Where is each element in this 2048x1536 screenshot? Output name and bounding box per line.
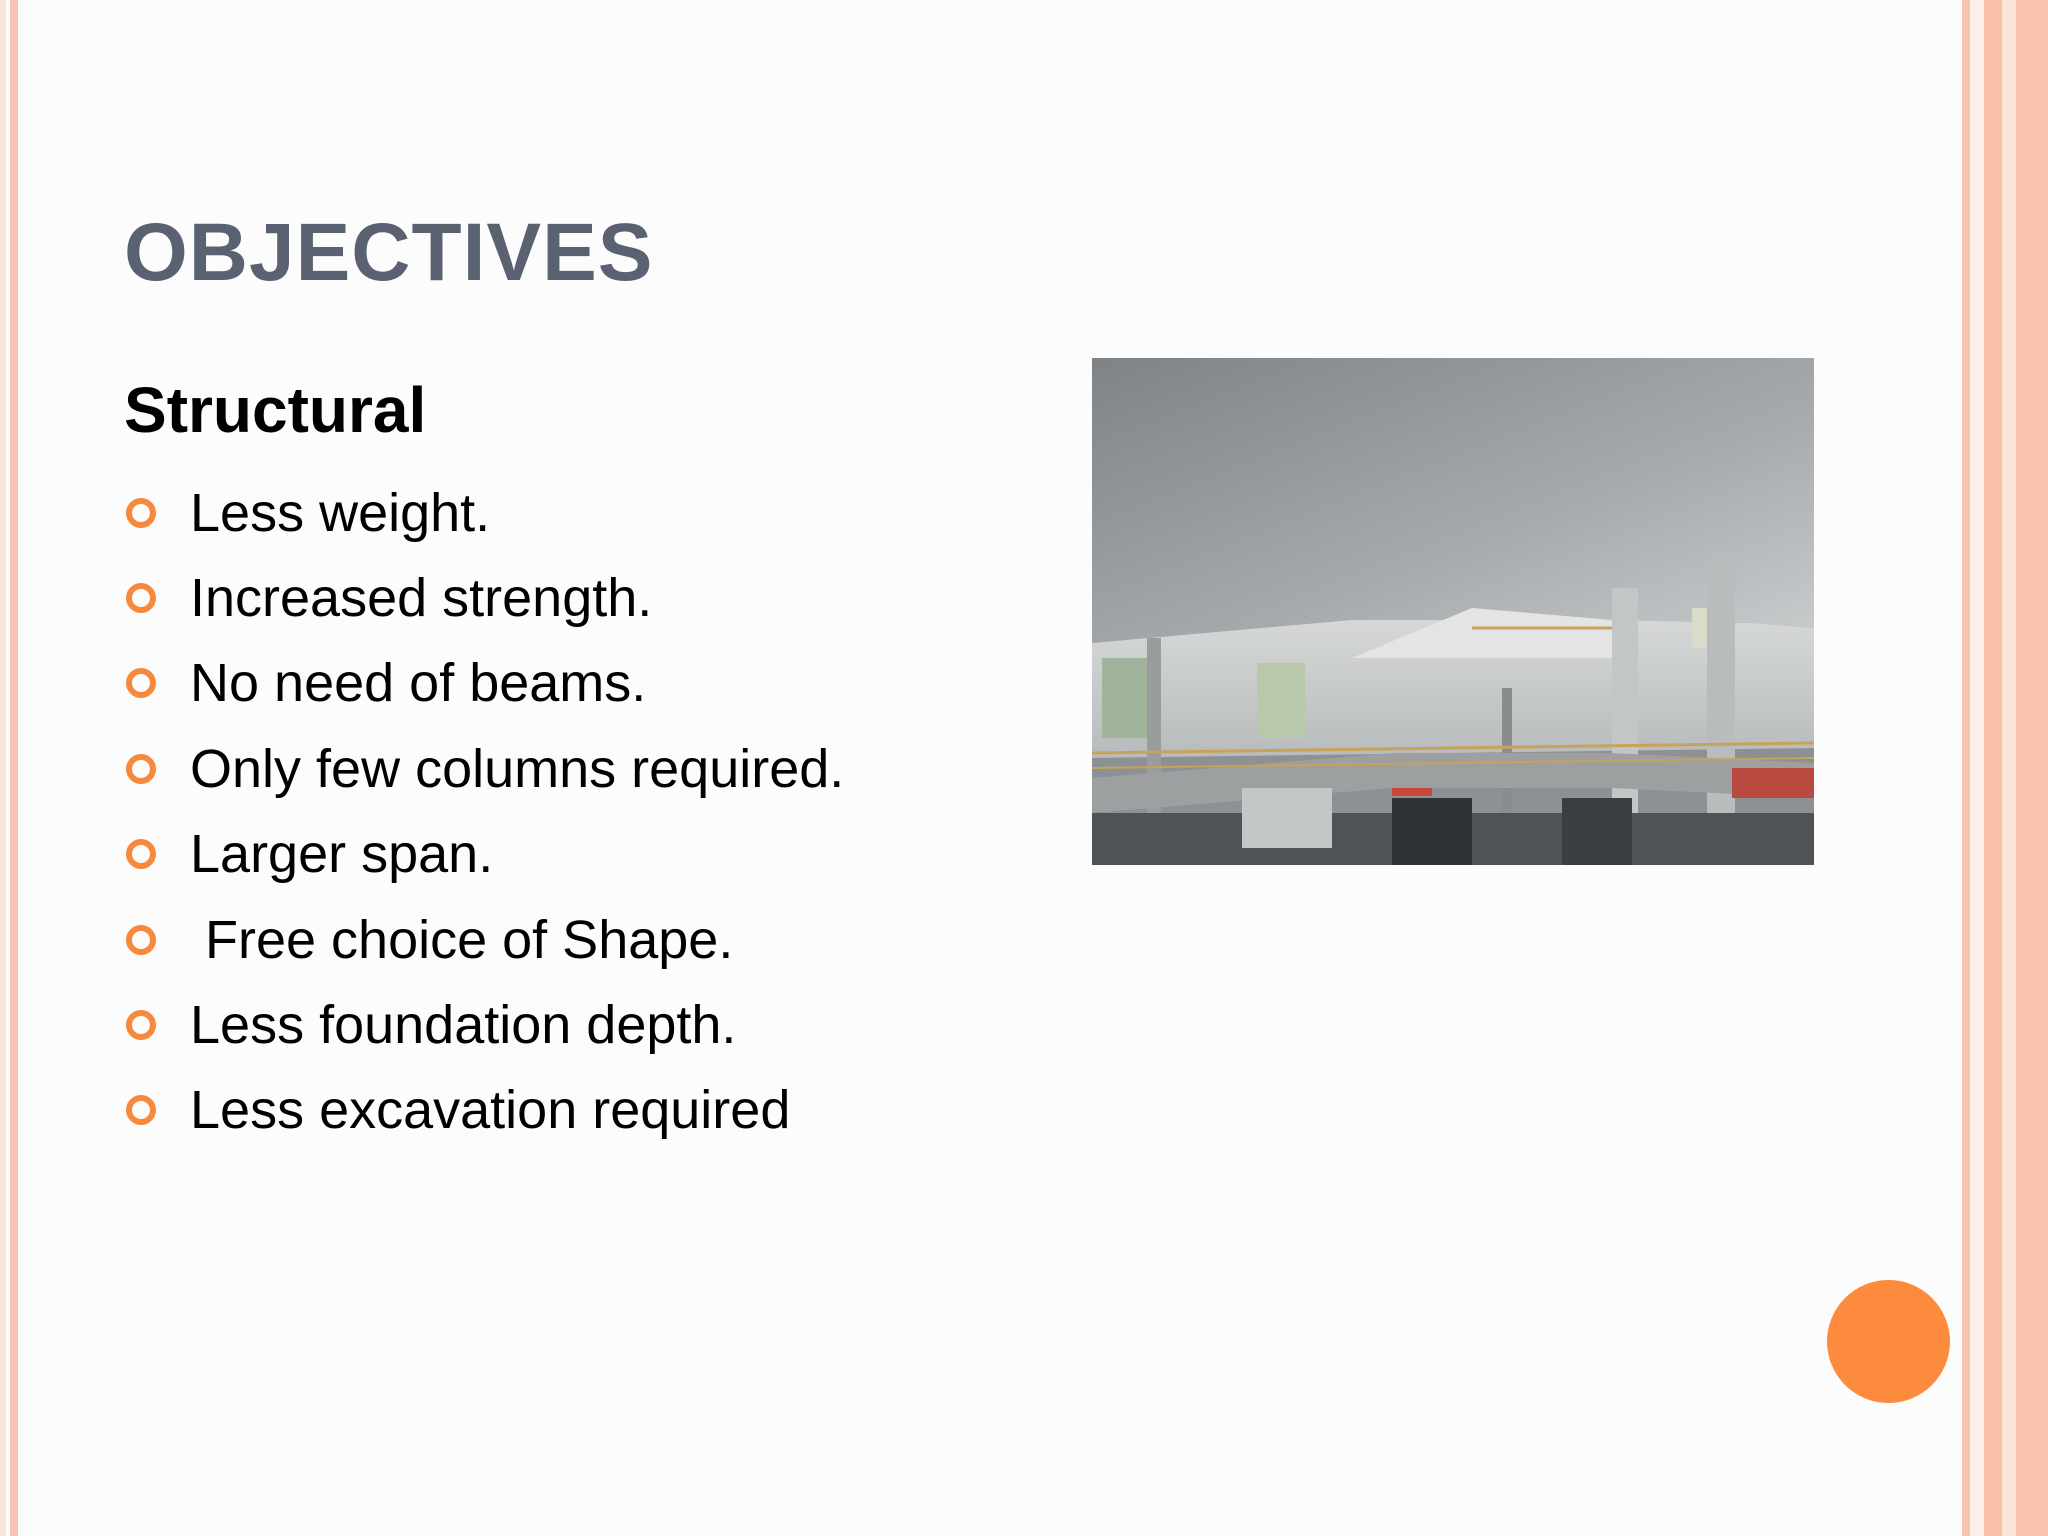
bullet-circle-icon <box>126 1095 156 1125</box>
bullet-circle-icon <box>126 754 156 784</box>
bullet-circle-icon <box>126 925 156 955</box>
bullet-item <box>124 726 844 811</box>
bullet-circle-icon <box>126 583 156 613</box>
bullet-text: Less excavation required <box>190 1080 791 1141</box>
bullet-text: Free choice of Shape. <box>190 909 734 970</box>
bullet-text: Only few columns required. <box>190 738 845 799</box>
right-border-line-2 <box>1984 0 2002 1536</box>
bullet-text: Increased strength. <box>190 568 653 629</box>
right-border-panel-2 <box>2002 0 2016 1536</box>
bullet-text: Less weight. <box>190 482 491 543</box>
right-border-line-3 <box>2016 0 2048 1536</box>
bullet-circle-icon <box>126 1010 156 1040</box>
slide-subtitle: Structural <box>124 374 427 446</box>
right-border-panel <box>1970 0 1984 1536</box>
decorative-orange-circle <box>1827 1280 1950 1403</box>
bullet-item <box>124 470 844 555</box>
right-border-line-1 <box>1962 0 1970 1536</box>
bullet-item <box>124 1068 844 1153</box>
building-interior-photo <box>1092 358 1814 865</box>
bullet-text: Larger span. <box>190 824 494 885</box>
bullet-circle-icon <box>126 498 156 528</box>
bullet-item <box>124 982 844 1067</box>
left-border-line <box>10 0 18 1536</box>
bullet-item <box>124 641 844 726</box>
bullet-circle-icon <box>126 668 156 698</box>
slide-title: OBJECTIVES <box>124 207 654 298</box>
bullet-circle-icon <box>126 839 156 869</box>
bullet-text: Less foundation depth. <box>190 995 737 1056</box>
bullet-item <box>124 897 844 982</box>
bullet-list <box>124 470 844 1153</box>
left-border-stripe <box>0 0 6 1536</box>
bullet-item <box>124 812 844 897</box>
bullet-item <box>124 555 844 640</box>
bullet-text: No need of beams. <box>190 653 647 714</box>
